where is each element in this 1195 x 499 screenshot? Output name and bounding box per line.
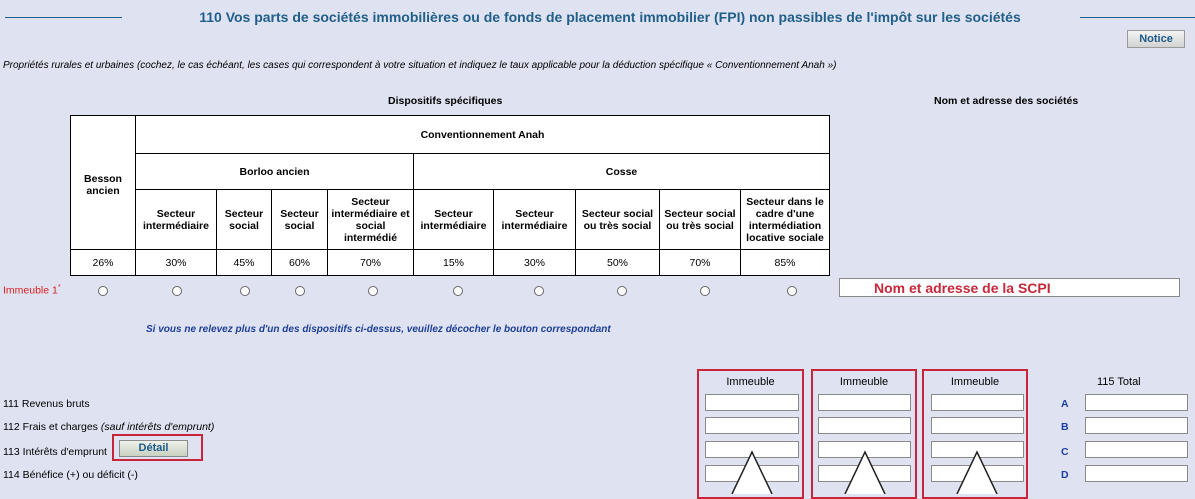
header-rule-left — [5, 17, 122, 18]
column-header: Secteur social — [272, 190, 328, 250]
rate-cell: 30% — [136, 250, 217, 276]
frais-charges-text: 112 Frais et charges — [3, 421, 101, 433]
rate-cell: 45% — [217, 250, 272, 276]
up-arrow-icon — [728, 450, 776, 494]
immeuble-3-frais-input[interactable] — [931, 417, 1024, 434]
total-letter-b: B — [1061, 421, 1069, 433]
immeuble-column-1-header: Immeuble — [726, 376, 775, 388]
detail-button[interactable]: Détail — [119, 440, 188, 457]
total-a-input[interactable] — [1085, 394, 1188, 411]
dispositifs-table — [70, 115, 830, 276]
dispositifs-header: Dispositifs spécifiques — [388, 95, 503, 107]
rate-cell: 60% — [272, 250, 328, 276]
besson-header: Besson ancien — [71, 116, 136, 250]
immeuble-1-frais-input[interactable] — [705, 417, 799, 434]
radio-cosse-intermediaire-30[interactable] — [534, 286, 544, 296]
immeuble-1-text: Immeuble 1 — [3, 284, 58, 297]
hint-text: Si vous ne relevez plus d'un des dispositifs ci-dessus, veuillez décocher le bouton correspondant — [146, 324, 611, 335]
immeuble-3-revenus-input[interactable] — [931, 394, 1024, 411]
total-letter-a: A — [1061, 398, 1069, 410]
row-label-benefice-deficit: 114 Bénéfice (+) ou déficit (-) — [3, 469, 138, 481]
total-letter-c: C — [1061, 446, 1069, 458]
rate-cell: 70% — [328, 250, 414, 276]
immeuble-2-revenus-input[interactable] — [818, 394, 911, 411]
conventionnement-header: Conventionnement Anah — [136, 116, 830, 154]
nom-adresse-scpi-input[interactable]: Nom et adresse de la SCPI — [839, 278, 1180, 297]
borloo-header: Borloo ancien — [136, 154, 414, 190]
rate-cell: 26% — [71, 250, 136, 276]
column-header: Secteur intermédiaire et social intermédié — [328, 190, 414, 250]
total-b-input[interactable] — [1085, 417, 1188, 434]
rate-cell: 70% — [660, 250, 741, 276]
immeuble-column-2-header: Immeuble — [839, 376, 889, 388]
radio-borloo-intermedie-70[interactable] — [368, 286, 378, 296]
required-asterisk: * — [57, 284, 61, 291]
up-arrow-icon — [841, 450, 889, 494]
row-label-frais-charges — [3, 421, 214, 433]
column-header: Secteur dans le cadre d'une intermédiation locative sociale — [741, 190, 830, 250]
column-header: Secteur social ou très social — [660, 190, 741, 250]
row-label-revenus-bruts: 111 Revenus bruts — [3, 398, 90, 410]
immeuble-1-label — [3, 284, 61, 297]
immeuble-column-3-header: Immeuble — [950, 376, 1000, 388]
radio-borloo-social-45[interactable] — [240, 286, 250, 296]
radio-cosse-intermediation-85[interactable] — [787, 286, 797, 296]
rate-cell: 30% — [494, 250, 576, 276]
up-arrow-icon — [953, 450, 1001, 494]
radio-besson-26[interactable] — [98, 286, 108, 296]
cosse-header: Cosse — [414, 154, 830, 190]
row-label-interets-emprunt: 113 Intérêts d'emprunt — [3, 446, 107, 458]
intro-text: Propriétés rurales et urbaines (cochez, le cas échéant, les cases qui correspondent à votre situation et indiquez le taux applicable pour la déduction spécifique « Conventionnement Anah ») — [3, 60, 837, 71]
column-header: Secteur intermédiaire — [136, 190, 217, 250]
radio-borloo-intermediaire-30[interactable] — [172, 286, 182, 296]
page-title: 110 Vos parts de sociétés immobilières ou de fonds de placement immobilier (FPI) non passibles de l'impôt sur les sociétés — [199, 9, 1021, 25]
total-header: 115 Total — [1097, 376, 1141, 388]
column-header: Secteur social — [217, 190, 272, 250]
total-letter-d: D — [1061, 469, 1069, 481]
column-header: Secteur intermédiaire — [494, 190, 576, 250]
immeuble-1-revenus-input[interactable] — [705, 394, 799, 411]
frais-charges-note: (sauf intérêts d'emprunt) — [100, 421, 215, 433]
radio-borloo-social-60[interactable] — [295, 286, 305, 296]
nom-adresse-header: Nom et adresse des sociétés — [934, 95, 1079, 107]
column-header: Secteur social ou très social — [576, 190, 660, 250]
total-c-input[interactable] — [1085, 441, 1188, 458]
column-header: Secteur intermédiaire — [414, 190, 494, 250]
rate-cell: 50% — [576, 250, 660, 276]
radio-cosse-social-70[interactable] — [700, 286, 710, 296]
radio-cosse-intermediaire-15[interactable] — [453, 286, 463, 296]
rate-cell: 85% — [741, 250, 830, 276]
header-rule-right — [1080, 17, 1195, 18]
immeuble-2-frais-input[interactable] — [818, 417, 911, 434]
total-d-input[interactable] — [1085, 465, 1188, 482]
notice-button[interactable]: Notice — [1127, 30, 1185, 48]
radio-cosse-social-50[interactable] — [617, 286, 627, 296]
rate-cell: 15% — [414, 250, 494, 276]
